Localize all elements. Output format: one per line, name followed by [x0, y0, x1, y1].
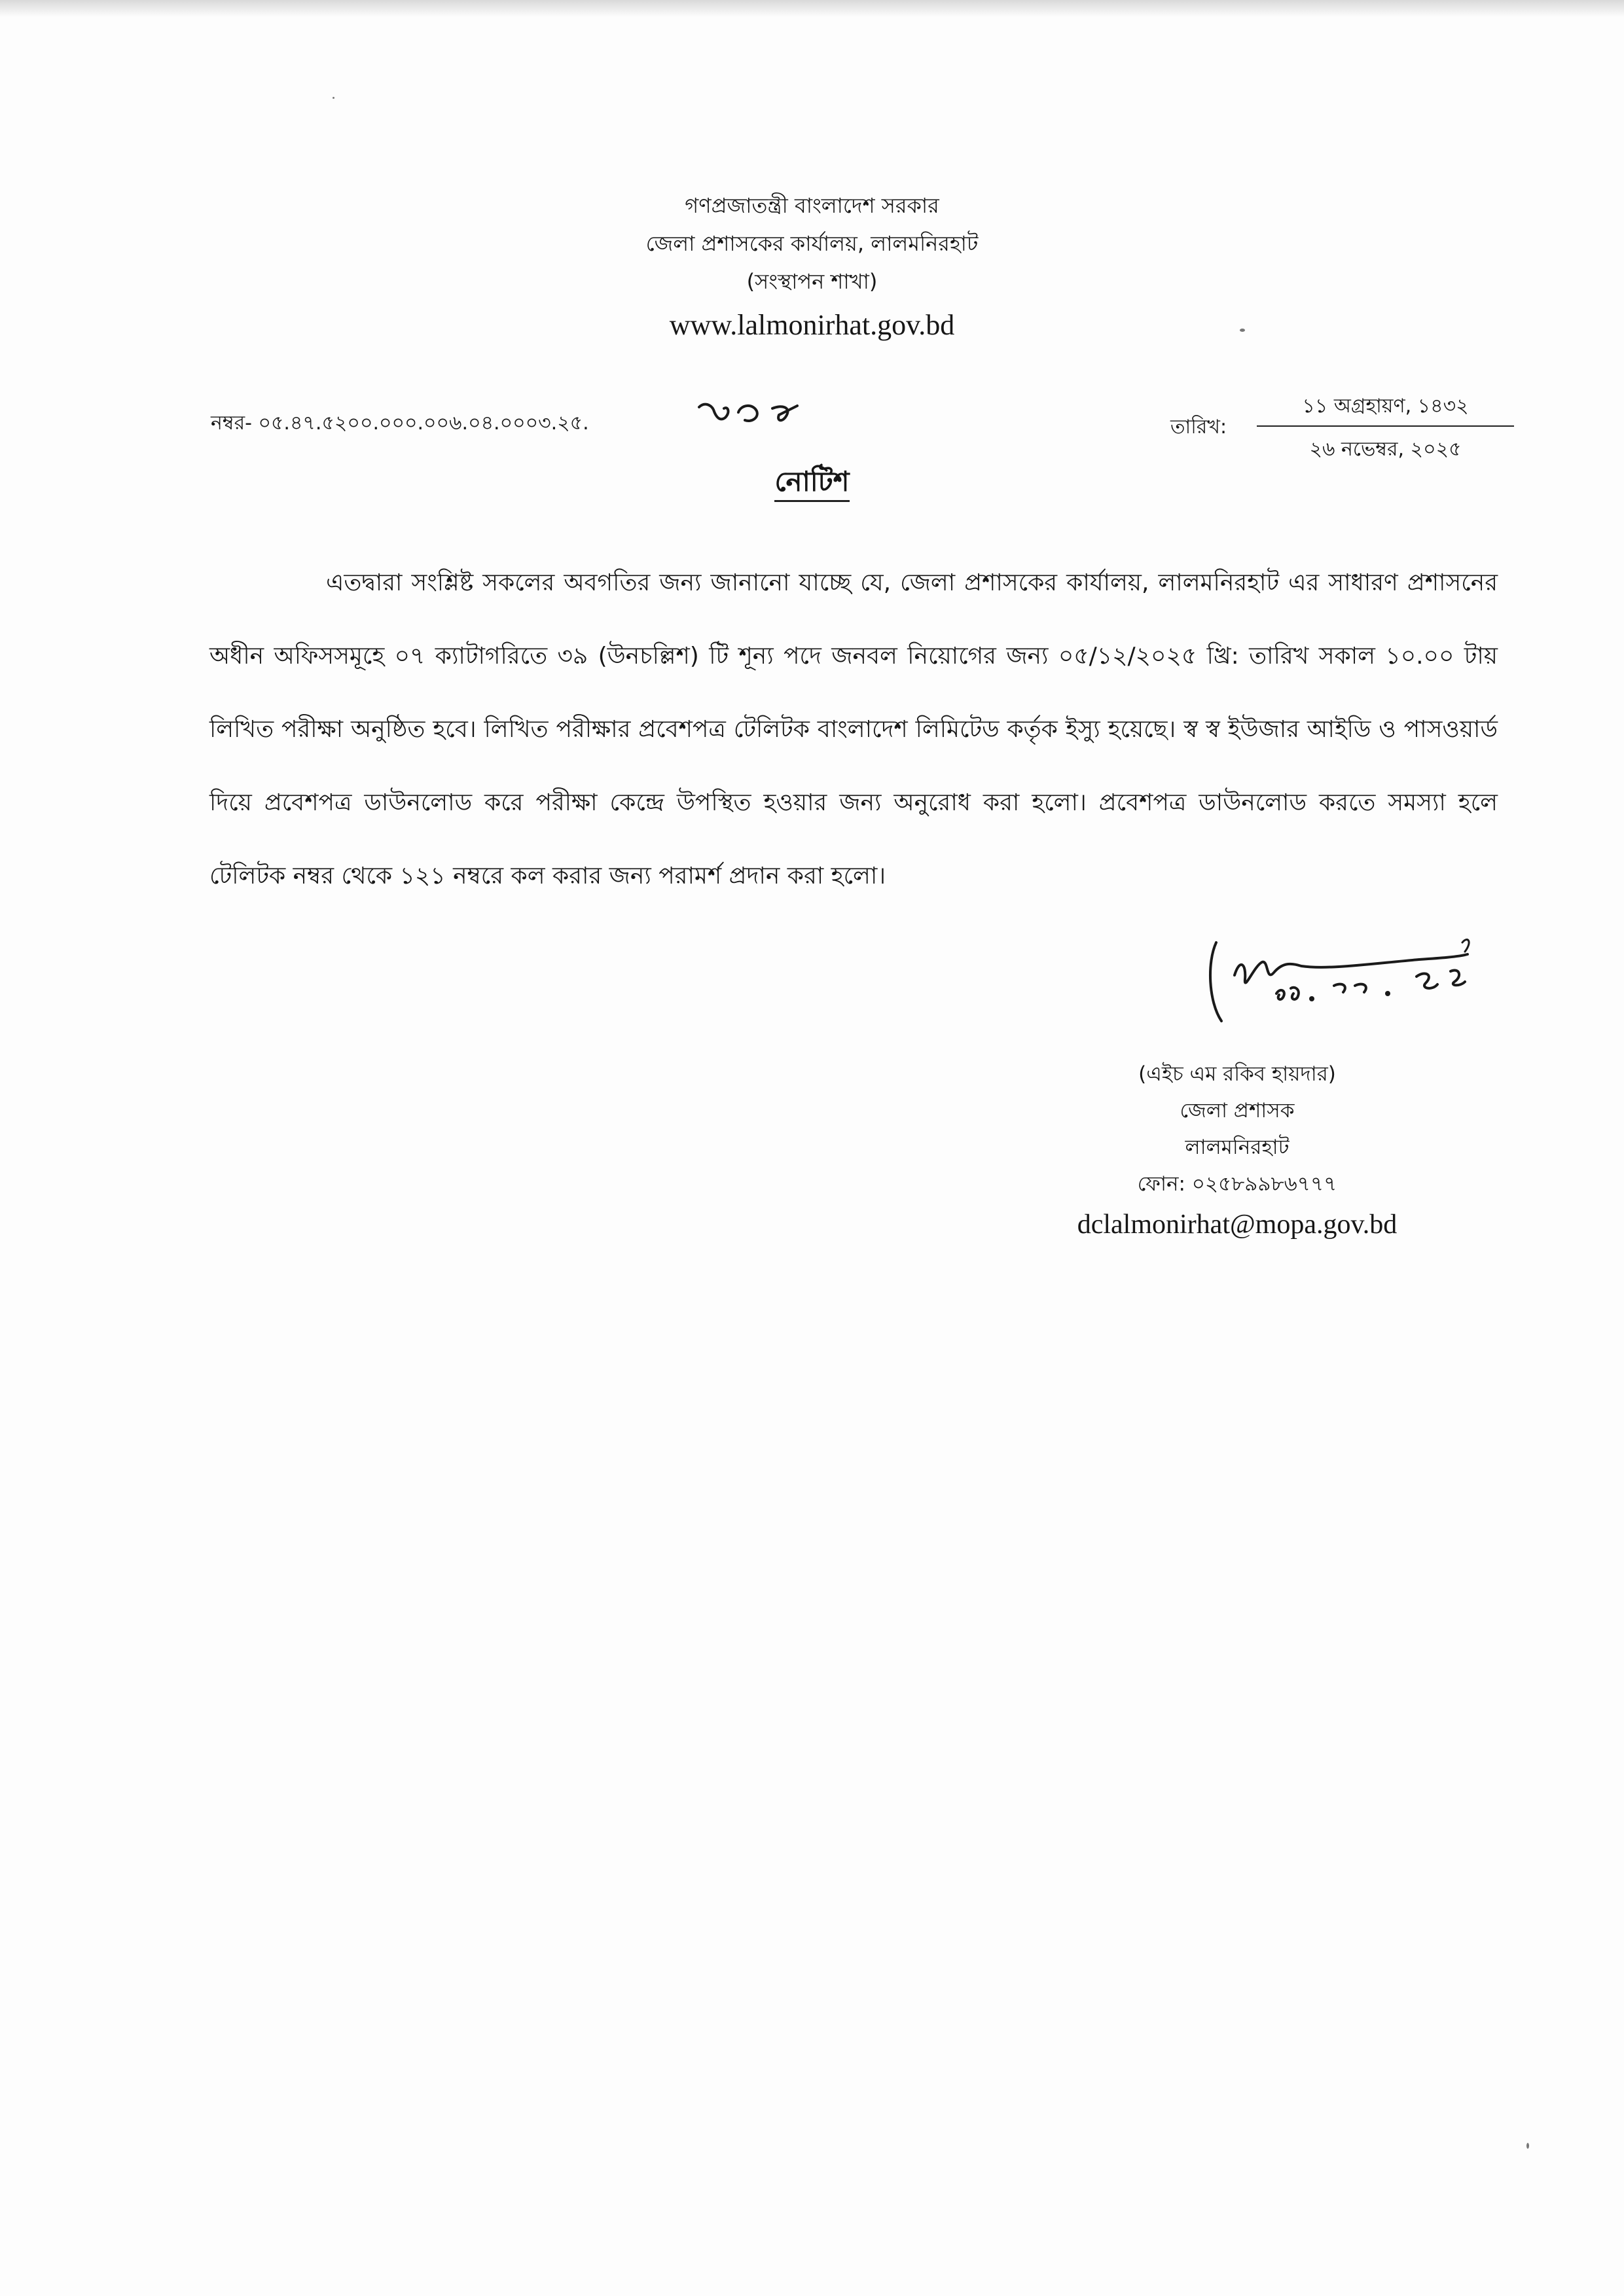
letterhead [0, 187, 1624, 349]
scan-speck [1240, 329, 1245, 332]
signatory-phone: ফোন: ০২৫৮৯৯৮৬৭৭৭ [1137, 1172, 1337, 1196]
memo-number: নম্বর- ০৫.৪৭.৫২০০.০০০.০০৬.০৪.০০০৩.২৫. [211, 412, 589, 435]
scan-edge-shadow [0, 0, 1624, 17]
bangla-date: ১১ অগ্রহায়ণ, ১৪৩২ [1302, 395, 1469, 418]
handwritten-memo-number [695, 395, 813, 435]
notice-body: এতদ্বারা সংশ্লিষ্ট সকলের অবগতির জন্য জানানো যাচ্ছে যে, জেলা প্রশাসকের কার্যালয়, লালমনিরহাট এর সাধারণ প্রশাসনের অধীন অফিসসমূহে ০৭ ক্যাটাগরিতে ৩৯ (উনচল্লিশ) টি শূন্য পদে জনবল নিয়োগের জন্য ০৫/১২/২০২৫ খ্রি: তারিখ সকাল ১০.০০ টায় লিখিত পরীক্ষা অনুষ্ঠিত হবে। লিখিত পরীক্ষার প্রবেশপত্র টেলিটক বাংলাদেশ লিমিটেড কর্তৃক ইস্যু হয়েছে। স্ব স্ব ইউজার আইডি ও পাসওয়ার্ড দিয়ে প্রবেশপত্র ডাউনলোড করে পরীক্ষা কেন্দ্রে উপস্থিত হওয়ার জন্য অনুরোধ করা হলো। প্রবেশপত্র ডাউনলোড করতে সমস্যা হলে টেলিটক নম্বর থেকে ১২১ নম্বরে কল করার জন্য পরামর্শ প্রদান করা হলো। [209, 569, 1498, 889]
date-block [1257, 391, 1514, 465]
signatory-designation: জেলা প্রশাসক [1180, 1099, 1295, 1122]
branch-name: (সংস্থাপন শাখা) [746, 269, 878, 294]
scan-speck [333, 97, 334, 99]
signatory-email[interactable]: dclalmonirhat@mopa.gov.bd [1077, 1210, 1398, 1240]
government-name: গণপ্রজাতন্ত্রী বাংলাদেশ সরকার [685, 193, 939, 218]
website-link[interactable]: www.lalmonirhat.gov.bd [669, 309, 955, 341]
handwritten-signature [1203, 929, 1478, 1034]
scan-speck [1526, 2143, 1529, 2149]
signatory-district: লালমনিরহাট [1185, 1136, 1290, 1159]
office-name: জেলা প্রশাসকের কার্যালয়, লালমনিরহাট [645, 231, 979, 256]
notice-title-wrapper [0, 460, 1624, 507]
date-divider [1257, 425, 1514, 427]
date-label: তারিখ: [1170, 416, 1227, 439]
notice-title: নোটিশ [774, 465, 849, 502]
signatory-name: (এইচ এম রকিব হায়দার) [1138, 1062, 1336, 1086]
signatory-block [1074, 1056, 1401, 1246]
gregorian-date: ২৬ নভেম্বর, ২০২৫ [1309, 438, 1462, 461]
